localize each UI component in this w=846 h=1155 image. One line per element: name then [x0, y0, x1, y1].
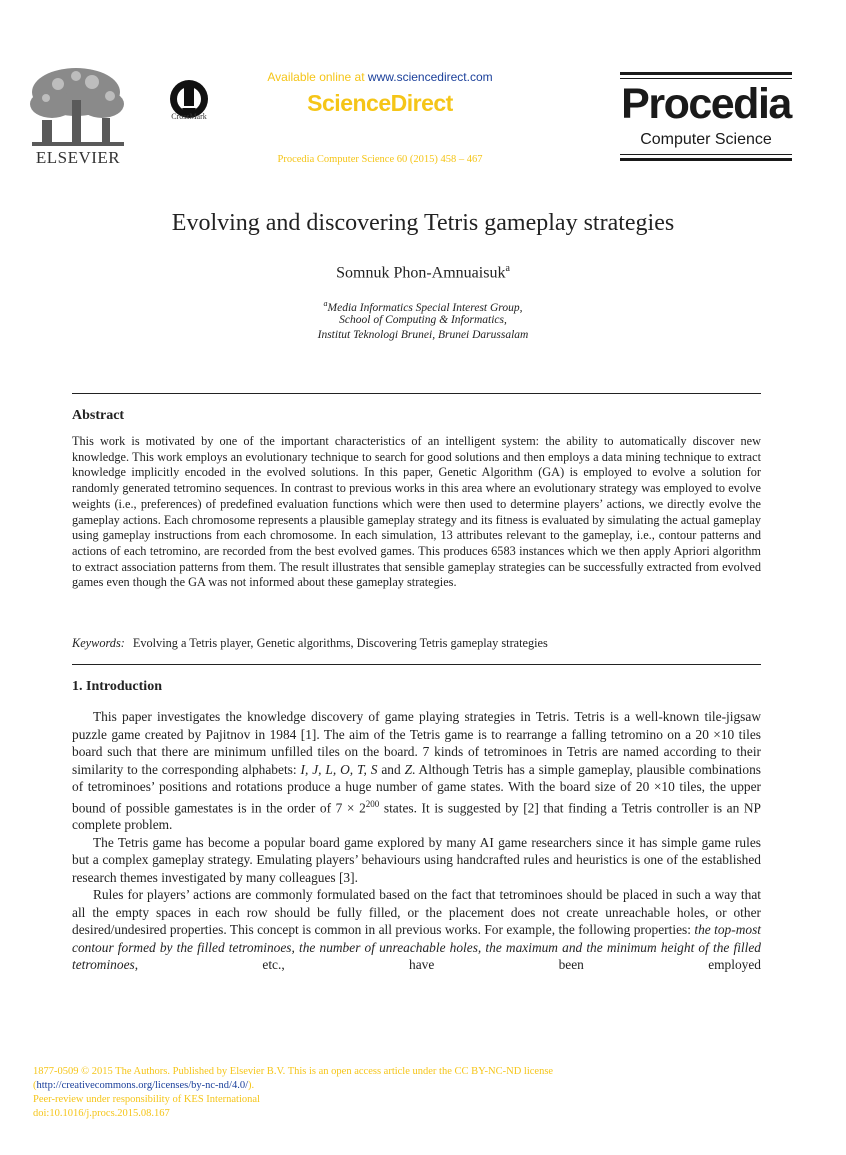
affiliation-line-1: [0, 299, 846, 314]
footer-peer-review: Peer-review under responsibility of KES International: [33, 1094, 260, 1105]
author-sup: a: [505, 263, 510, 274]
affiliation-line-2: School of Computing & Informatics,: [339, 314, 507, 326]
intro-p1-text-a: This paper investigates the knowledge discovery of game playing strategies in Tetris. Tetris is a well-known tile-jigsaw puzzle game created by Pajitnov in 1984 [1]. The aim of the Tetris game is to rearrange a falling tetromino on a 20 ×10 tiles board such that there are minimum unfilled tiles on the board. 7 kinds of tetrominoes in Tetris are named according to their similarity to the corresponding alphabets:: [72, 709, 761, 777]
available-online-prefix: Available online at: [267, 70, 365, 84]
intro-paragraph-1: [72, 708, 761, 834]
footer-doi[interactable]: doi:10.1016/j.procs.2015.08.167: [33, 1108, 170, 1119]
procedia-title: Procedia: [621, 80, 791, 128]
intro-p3-text-a: Rules for players’ actions are commonly formulated based on the fact that tetrominoes should be placed in such a way that all the empty spaces in each row should be fully filled, or the placement does not create unreachable holes, or other desired/undesired properties. This concept is common in all previous works. For example, the following properties:: [72, 887, 761, 938]
intro-paragraph-2: The Tetris game has become a popular board game explored by many AI game researchers since it has simple game rules but a complex gameplay strategy. Emulating players’ behaviours using handcrafted rules and heuristics is one of the established research themes investigated by many colleagues [3].: [72, 834, 761, 885]
journal-reference: Procedia Computer Science 60 (2015) 458 – 467: [277, 154, 483, 165]
intro-p1-text-b: . Although Tetris has a simple gameplay, plausible combinations of tetrominoes’ positions and rotations produce a huge number of game states. With the board size of 20 ×10 tiles, the upper bound of possible gamestates is in the order of 7 × 2: [72, 761, 761, 815]
affiliation-sup: a: [323, 299, 328, 308]
footer-paren-close: ).: [248, 1080, 255, 1091]
elsevier-wordmark: ELSEVIER: [35, 148, 121, 167]
intro-p1-letters: I, J, L, O, T, S: [300, 761, 378, 777]
keywords-label: Keywords:: [72, 636, 125, 650]
intro-p3-italic: the top-most contour formed by the filled tetrominoes, the number of unreachable holes, the maximum and the minimum height of the filled tetrominoes: [72, 922, 762, 973]
keywords: [72, 636, 761, 651]
available-online-line: [240, 70, 520, 84]
intro-paragraph-3: [72, 886, 761, 974]
footer-license-url-line: [33, 1079, 733, 1093]
divider-bottom: [72, 664, 761, 665]
procedia-rule-bottom: [620, 158, 792, 161]
author-name: Somnuk Phon-Amnuaisuk: [336, 264, 506, 282]
affiliation-line-3: Institut Teknologi Brunei, Brunei Darussalam: [317, 329, 529, 341]
intro-p3-text-b: , etc., have been employed: [134, 957, 761, 973]
intro-body: [72, 708, 761, 974]
paper-title: Evolving and discovering Tetris gameplay strategies: [171, 210, 675, 236]
intro-p1-exponent: 200: [365, 798, 380, 809]
procedia-rule-top-thin: [620, 78, 792, 79]
intro-heading: 1. Introduction: [72, 679, 162, 694]
intro-p1-text-c: states. It is suggested by [2] that finding a Tetris controller is an NP complete problem.: [72, 799, 762, 833]
keywords-text: Evolving a Tetris player, Genetic algorithms, Discovering Tetris gameplay strategies: [132, 636, 548, 650]
procedia-rule-top: [620, 72, 792, 75]
intro-p1-and: and: [377, 761, 405, 777]
affiliation-text-1: Media Informatics Special Interest Group,: [327, 301, 523, 314]
license-url-link[interactable]: http://creativecommons.org/licenses/by-nc-nd/4.0/: [36, 1080, 249, 1091]
procedia-rule-bottom-thin: [620, 154, 792, 155]
procedia-subtitle: Computer Science: [640, 131, 772, 148]
footer-paren-open: (: [33, 1080, 37, 1091]
sciencedirect-url-link[interactable]: www.sciencedirect.com: [367, 70, 493, 84]
intro-p1-z: Z: [404, 761, 413, 777]
sciencedirect-logo: ScienceDirect: [307, 90, 453, 116]
author: [0, 263, 846, 282]
abstract-heading: Abstract: [72, 408, 125, 423]
abstract-text: This work is motivated by one of the important characteristics of an intelligent system: the ability to automatically discover new knowledge. This work employs an evolutionary technique to search for good solutions and then employs a data mining technique to extract knowledge implicitly encoded in the evolved solutions. In this paper, Genetic Algorithm (GA) is employed to evolve a solution for randomly generated tetromino sequences. In contrast to previous works in this area where an evolutionary strategy was employed to evolve weights (i.e., preferences) of predefined evaluation functions which were then used to determine players’ actions, we directly evolve the gameplay actions. Each chromosome represents a plausible gameplay strategy and its fitness is evaluated by simulating the actual gameplay using gameplay instructions from each chromosome. In each simulation, 13 attributes relevant to the gameplay, i.e., contour patterns and actions of each tetromino, are recorded from the best evolved games. This produces 6583 instances which we then apply Apriori algorithm to extract association patterns from them. The result illustrates that sensible gameplay strategies can be successfully extracted from evolved games even though the GA was not informed about these gameplay strategies.: [72, 434, 761, 590]
divider-top: [72, 393, 761, 394]
footer-license: 1877-0509 © 2015 The Authors. Published by Elsevier B.V. This is an open access article under the CC BY-NC-ND license: [33, 1066, 554, 1077]
footer: [33, 1065, 733, 1121]
crossmark-label: CrossMark: [171, 112, 207, 121]
